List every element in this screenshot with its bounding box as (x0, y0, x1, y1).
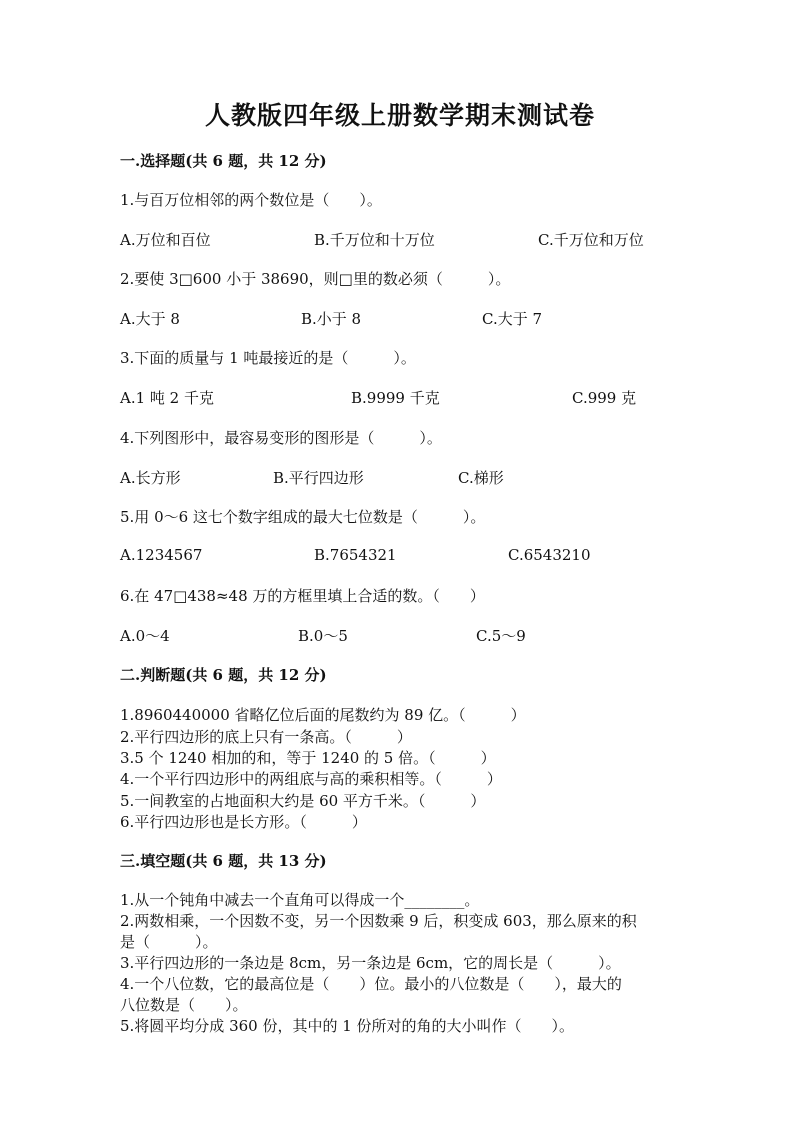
judge-item-2: 2.平行四边形的底上只有一条高。（ ） (120, 728, 412, 746)
option-4a: A.长方形 (120, 469, 181, 487)
judge-item-1: 1.8960440000 省略亿位后面的尾数约为 89 亿。（ ） (120, 706, 526, 724)
question-3: 3.下面的质量与 1 吨最接近的是（ ）。 (120, 349, 416, 367)
judge-item-4: 4.一个平行四边形中的两组底与高的乘积相等。（ ） (120, 770, 502, 788)
fill-item-5: 5.将圆平均分成 360 份，其中的 1 份所对的角的大小叫作（ ）。 (120, 1017, 575, 1035)
option-2c: C.大于 7 (482, 310, 543, 328)
question-1: 1.与百万位相邻的两个数位是（ ）。 (120, 191, 382, 209)
section-heading-choice: 一.选择题(共 6 题，共 12 分) (120, 152, 327, 170)
option-6a: A.0～4 (120, 627, 170, 645)
option-4b: B.平行四边形 (273, 469, 364, 487)
judge-item-5: 5.一间教室的占地面积大约是 60 平方千米。（ ） (120, 792, 486, 810)
fill-item-4-cont: 八位数是（ ）。 (120, 996, 248, 1014)
fill-item-3: 3.平行四边形的一条边是 8cm，另一条边是 6cm，它的周长是（ ）。 (120, 954, 621, 972)
option-1a: A.万位和百位 (120, 231, 211, 249)
option-6b: B.0～5 (298, 627, 348, 645)
option-2a: A.大于 8 (120, 310, 180, 328)
question-6: 6.在 47□438≈48 万的方框里填上合适的数。（ ） (120, 587, 485, 605)
option-4c: C.梯形 (458, 469, 504, 487)
fill-item-4: 4.一个八位数，它的最高位是（ ）位。最小的八位数是（ ），最大的 (120, 975, 622, 993)
option-1c: C.千万位和万位 (538, 231, 644, 249)
option-2b: B.小于 8 (301, 310, 362, 328)
option-1b: B.千万位和十万位 (314, 231, 435, 249)
option-3b: B.9999 千克 (351, 389, 440, 407)
question-2: 2.要使 3□600 小于 38690，则□里的数必须（ ）。 (120, 270, 511, 288)
page-title: 人教版四年级上册数学期末测试卷 (204, 101, 595, 130)
option-5b: B.7654321 (314, 546, 397, 564)
fill-item-2: 2.两数相乘，一个因数不变，另一个因数乘 9 后，积变成 603，那么原来的积 (120, 912, 637, 930)
judge-item-3: 3.5 个 1240 相加的和，等于 1240 的 5 倍。（ ） (120, 749, 496, 767)
question-4: 4.下列图形中，最容易变形的图形是（ ）。 (120, 429, 442, 447)
option-3c: C.999 克 (572, 389, 637, 407)
option-6c: C.5～9 (476, 627, 526, 645)
section-heading-judge: 二.判断题(共 6 题，共 12 分) (120, 666, 327, 684)
option-3a: A.1 吨 2 千克 (120, 389, 214, 407)
option-5a: A.1234567 (120, 546, 203, 564)
fill-item-2-cont: 是（ ）。 (120, 933, 218, 951)
judge-item-6: 6.平行四边形也是长方形。（ ） (120, 813, 367, 831)
section-heading-fill: 三.填空题(共 6 题，共 13 分) (120, 852, 327, 870)
fill-item-1: 1.从一个钝角中减去一个直角可以得成一个________。 (120, 891, 480, 909)
question-5: 5.用 0～6 这七个数字组成的最大七位数是（ ）。 (120, 508, 486, 526)
option-5c: C.6543210 (508, 546, 591, 564)
